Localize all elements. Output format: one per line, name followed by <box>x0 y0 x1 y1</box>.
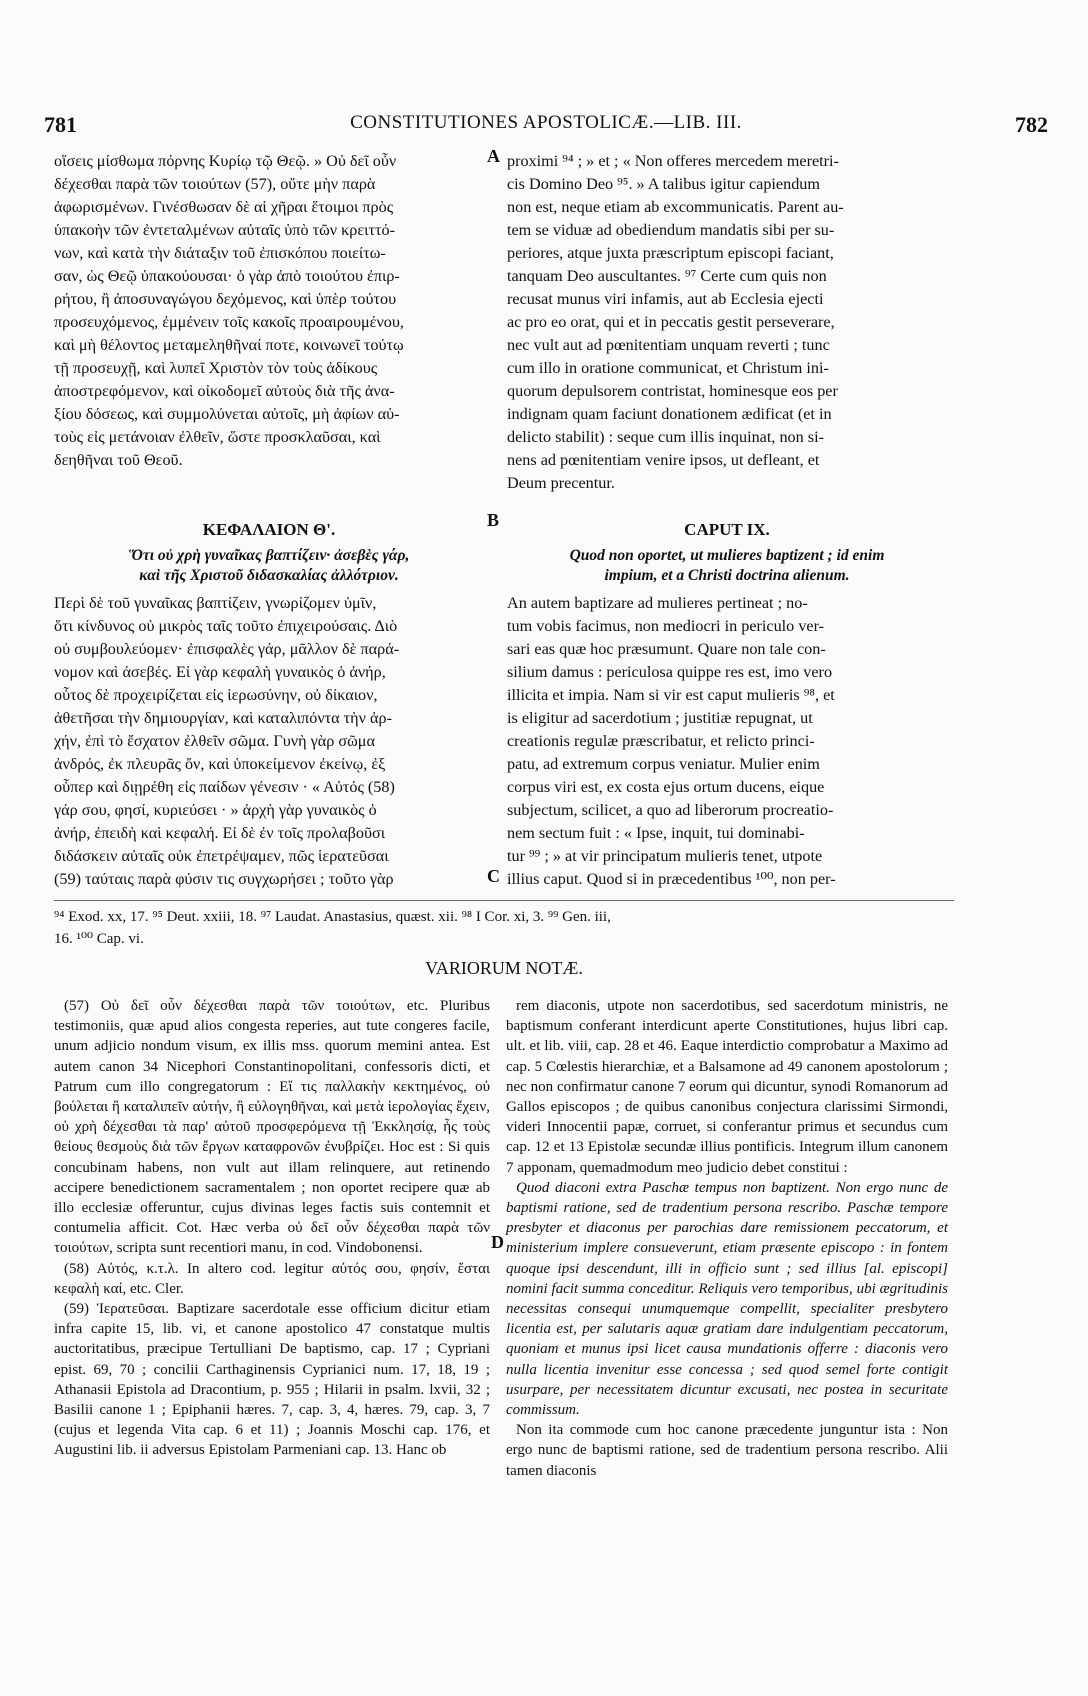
text-line: sari eas quæ hoc præsumunt. Quare non tale con- <box>507 640 826 658</box>
text-line: (59) ταύταις παρὰ φύσιν τις συγχωρήσει ; τοῦτο γὰρ <box>54 870 394 888</box>
text-line: τῇ προσευχῇ, καὶ λυπεῖ Χριστὸν τὸν τοὺς ἀδίκους <box>54 359 378 377</box>
footnote-line: 16. ¹⁰⁰ Cap. vi. <box>54 931 144 947</box>
page-number-left: 781 <box>44 112 77 137</box>
latin-chapter-title: CAPUT IX. <box>684 520 770 539</box>
subtitle-line: Ὅτι οὐ χρὴ γυναῖκας βαπτίζειν· ἀσεβὲς γάρ, <box>128 547 410 564</box>
text-line: patu, ad extremum corpus veniatur. Mulier enim <box>507 755 820 773</box>
greek-column-top <box>54 150 484 472</box>
text-line: tur ⁹⁹ ; » at vir principatum mulieris tenet, utpote <box>507 847 823 865</box>
running-header <box>44 112 1048 144</box>
note-paragraph: (58) Αὐτός, κ.τ.λ. In altero cod. legitur αὐτός σου, φησίν, ἔσται κεφαλὴ καί, etc. Cler. <box>54 1260 490 1297</box>
latin-column-body <box>507 592 947 891</box>
text-line: silium damus : periculosa quippe res est, imo vero <box>507 663 833 681</box>
text-line: οὗπερ καὶ διῃρέθη εἰς παίδων γένεσιν · « Αὐτός (58) <box>54 778 395 796</box>
margin-letter-b: B <box>487 510 500 530</box>
text-line: illicita et impia. Nam si vir est caput mulieris ⁹⁸, et <box>507 686 835 704</box>
text-line: δέχεσθαι παρὰ τῶν τοιούτων (57), οὔτε μὴν παρὰ <box>54 175 376 193</box>
text-line: Περὶ δὲ τοῦ γυναῖκας βαπτίζειν, γνωρίζομεν ὑμῖν, <box>54 594 377 612</box>
notes-heading: VARIORUM NOTÆ. <box>425 958 583 978</box>
subtitle-line: καὶ τῆς Χριστοῦ διδασκαλίας ἀλλότριον. <box>139 567 399 584</box>
text-line: recusat munus viri infamis, aut ab Ecclesia ejecti <box>507 290 824 308</box>
text-line: οὐ συμβουλεύομεν· ἐπισφαλὲς γάρ, μᾶλλον δὲ παρά- <box>54 640 400 658</box>
margin-letter-d: D <box>491 1232 504 1252</box>
text-line: οἵσεις μίσθωμα πόρνης Κυρίῳ τῷ Θεῷ. » Οὐ δεῖ οὖν <box>54 152 397 170</box>
text-line: is eligitur ad sacerdotium ; justitiæ repugnat, ut <box>507 709 813 727</box>
text-line: quorum depulsorem contristat, hominesque eos per <box>507 382 838 400</box>
text-line: νων, καὶ κατὰ τὴν διάταξιν τοῦ ἐπισκόπου ποιείτω- <box>54 244 386 262</box>
text-line: νομον καὶ ἀσεβές. Εἰ γὰρ κεφαλὴ γυναικὸς ὁ ἀνήρ, <box>54 663 386 681</box>
text-line: proximi ⁹⁴ ; » et ; « Non offeres mercedem meretri- <box>507 152 839 170</box>
text-line: cum illo in oratione communicat, et Christum ini- <box>507 359 829 377</box>
footnotes <box>54 906 954 950</box>
running-title: CONSTITUTIONES APOSTOLICÆ.—LIB. III. <box>350 112 742 133</box>
text-line: nem sectum fuit : « Ipse, inquit, tui dominabi- <box>507 824 805 842</box>
text-line: nec vult aut ad pœnitentiam unquam reverti ; tunc <box>507 336 830 354</box>
text-line: Deum precentur. <box>507 474 615 492</box>
margin-letter-c: C <box>487 866 500 886</box>
text-line: cis Domino Deo ⁹⁵. » A talibus igitur capiendum <box>507 175 820 193</box>
text-line: ἀνδρός, ἐκ πλευρᾶς ὄν, καὶ ὑποκείμενον ἐκείνῳ, ἐξ <box>54 755 386 773</box>
text-line: δεηθῆναι τοῦ Θεοῦ. <box>54 451 183 469</box>
note-paragraph: Quod diaconi extra Paschæ tempus non baptizent. Non ergo nunc de baptismi ratione, sed de tradentium persona rescribo. Paschæ tempore presbyter et diaconus per parochias dare remissionem peccatorum, et ministerium implere consueverunt, etiam præsente episcopo : in fontem quoque ipsi descendunt, illi in officio sunt ; sed illius [al. episcopi] nomini facit summa conceditur. Reliquis vero temporibus, ubi ægritudinis necessitas consequi unumquemque compellit, specialiter presbytero licentia est, per salutaris aquæ gratiam dare indulgentiam peccatorum, quoniam et munus ipsi licet causa mundationis offerre : diaconis vero nulla licentia invenitur esse concessa ; sed quod semel forte contigit usurpare, per necessitatem dicuntur excusati, nec postea in securitate commissum. <box>506 1179 948 1419</box>
note-paragraph: Non ita commode cum hoc canone præcedente junguntur ista : Non ergo nunc de baptismi ratione, sed de tradentium persona rescribo. Alii tamen diaconis <box>506 1422 948 1479</box>
text-line: tem se viduæ ad obediendum mandatis sibi per su- <box>507 221 835 239</box>
text-line: χήν, ἐπὶ τὸ ἔσχατον ἐλθεῖν σῶμα. Γυνὴ γὰρ σῶμα <box>54 732 375 750</box>
note-paragraph: (57) Οὐ δεῖ οὖν δέχεσθαι παρὰ τῶν τοιούτων, etc. Pluribus testimoniis, quæ apud alios congesta reperies, aut tute congeres facile, unum adjicio nondum visum, ex illis mss. quorum memini antea. Est autem canon 34 Nicephori Constantinopolitani, confessoris dicti, et Patrum cum illo congregatorum : Εἴ τις παλλακὴν κεκτημένος, οὐ βούλεται ἢ καταλιπεῖν αὐτήν, ἢ εὐλογηθῆναι, καὶ μετὰ ἱερολογίας ἔχειν, οὐ χρὴ δέχεσθαι τὰ παρ' αὐτοῦ προσφερόμενα τῇ Ἐκκλησίᾳ, ἧς τοὺς θείους θεσμοὺς διὰ τῶν ἔργων καταφρονῶν ἐνυβρίζει. Hoc est : Si quis concubinam habens, non vult aut illam relinquere, aut retinendo accipere benedictionem sacramentalem ; non oportet recipere quæ ab illo ecclesiæ offeruntur, cujus divinas leges factis suis contemnit et contumelia afficit. Cot. Hæc verba οὐ δεῖ οὖν δέχεσθαι παρὰ τῶν τοιούτων, scripta sunt recentiori manu, in cod. Vindobonensi. <box>54 998 490 1257</box>
text-line: σαν, ὡς Θεῷ ὑπακούουσαι· ὁ γὰρ ἀπὸ τοιούτου ἐπιρ- <box>54 267 400 285</box>
note-paragraph: rem diaconis, utpote non sacerdotibus, sed sacerdotum ministris, ne baptismum conferant interdicunt aperte Constitutiones, hujus libri cap. ult. et lib. viii, cap. 28 et 46. Eaque interdictio comprobatur a Maximo ad cap. 5 Cœlestis hierarchiæ, et a Balsamone ad 49 canonem apostolorum ; nec non confirmatur canone 7 eorum qui dicuntur, synodi Romanorum ad Gallos episcopos ; de quibus canonibus conjectura clarissimi Sirmondi, videri Innocentii papæ, corruet, si conferantur primus et secundus cum cap. 12 et 13 Epistolæ secundæ illius pontificis. Integrum illum canonem 7 apponam, quemadmodum meo judicio debet constitui : <box>506 998 948 1176</box>
note-paragraph: (59) Ἱερατεῦσαι. Baptizare sacerdotale esse officium dicitur etiam infra capite 15, lib. vi, et canone apostolico 47 constatque multis auctoritatibus, præcipue Tertulliani De baptismo, cap. 17 ; Cypriani epist. 69, 70 ; concilii Carthaginensis Cyprianici num. 17, 18, 19 ; Athanasii Epistola ad Dracontium, p. 955 ; Hilarii in psalm. lxvii, 32 ; Basilii canone 1 ; Epiphanii hæres. 7, cap. 3, 4, hæres. 79, cap. 3, 7 (cujus et legenda Vita cap. 6 et 11) ; Joannis Moschi cap. 176, et Augustini lib. ii adversus Epistolam Parmeniani cap. 13. Hanc ob <box>54 1301 490 1459</box>
text-line: subjectum, scilicet, a quo ad liberorum procreatio- <box>507 801 834 819</box>
text-line: ξίου δόσεως, καὶ συμμολύνεται αὐτοῖς, μὴ ἀφίων αὐ- <box>54 405 400 423</box>
text-line: corpus viri est, ex costa ejus ortum ducens, eique <box>507 778 825 796</box>
text-line: tum vobis facimus, non mediocri in periculo ver- <box>507 617 825 635</box>
text-line: An autem baptizare ad mulieres pertineat ; no- <box>507 594 808 612</box>
text-line: γάρ σου, φησί, κυριεύσει · » ἀρχὴ γὰρ γυναικὸς ὁ <box>54 801 377 819</box>
subtitle-line: impium, et a Christi doctrina alienum. <box>604 567 850 584</box>
text-line: ἀφωρισμένων. Γινέσθωσαν δὲ αἱ χῆραι ἕτοιμοι πρὸς <box>54 198 394 216</box>
text-line: non est, neque etiam ab excommunicatis. Parent au- <box>507 198 844 216</box>
text-line: nens ad pœnitentiam venire ipsos, ut defleant, et <box>507 451 820 469</box>
text-line: periores, atque juxta præscriptum episcopi faciant, <box>507 244 834 262</box>
text-line: προσευχόμενος, ἐμμένειν τοῖς κακοῖς προαιρουμένου, <box>54 313 404 331</box>
text-line: indignam quam faciunt donationem ædificat (et in <box>507 405 832 423</box>
text-line: διδάσκειν αὐταῖς οὐκ ἐπετρέψαμεν, πῶς ἱερατεῦσαι <box>54 847 389 865</box>
text-line: οὗτος δὲ προχειρίζεται εἰς ἱερωσύνην, οὐ δίκαιον, <box>54 686 378 704</box>
text-line: ὑπακοὴν τῶν ἐντεταλμένων αὐταῖς ὑπὸ τῶν κρειττό- <box>54 221 396 239</box>
text-line: ἀποστρεφόμενον, καὶ οἰκοδομεῖ αὐτοὺς διὰ τῆς ἀνα- <box>54 382 395 400</box>
text-line: ac pro eo orat, qui et in peccatis gestit perseverare, <box>507 313 835 331</box>
footnote-line: ⁹⁴ Exod. xx, 17. ⁹⁵ Deut. xxiii, 18. ⁹⁷ Laudat. Anastasius, quæst. xii. ⁹⁸ I Cor. xi, 3. ⁹⁹ Gen. iii, <box>54 909 611 925</box>
text-line: creationis regulæ præscribatur, et relicto princi- <box>507 732 815 750</box>
margin-letter-a: A <box>487 146 500 166</box>
latin-chapter-subtitle <box>507 546 947 586</box>
text-line: ὅτι κίνδυνος οὐ μικρὸς ταῖς τοῦτο ἐπιχειρούσαις. Διὸ <box>54 617 398 635</box>
greek-chapter-subtitle <box>54 546 484 586</box>
text-line: ἀνήρ, ἐπειδὴ καὶ κεφαλή. Εἰ δὲ ἐν τοῖς προλαβοῦσι <box>54 824 386 842</box>
text-line: καὶ μὴ θέλοντος μεταμεληθῆναί ποτε, κοινωνεῖ τούτῳ <box>54 336 404 354</box>
greek-column-body <box>54 592 484 891</box>
notes-column-right <box>506 996 948 1481</box>
text-line: delicto stabilit) : seque cum illis inquinat, non si- <box>507 428 824 446</box>
page-number-right: 782 <box>1015 112 1048 137</box>
text-line: ἀθετῆσαι τὴν δημιουργίαν, καὶ καταλιπόντα τὴν ἀρ- <box>54 709 392 727</box>
footnote-divider <box>54 900 954 901</box>
notes-column-left <box>54 996 490 1461</box>
subtitle-line: Quod non oportet, ut mulieres baptizent ; id enim <box>569 547 885 564</box>
greek-chapter-title: ΚΕΦΑΛΑΙΟΝ Θ'. <box>202 520 336 539</box>
text-line: illius caput. Quod si in præcedentibus ¹⁰⁰, non per- <box>507 870 836 888</box>
latin-column-top <box>507 150 947 495</box>
text-line: ρήτου, ἢ ἀποσυναγώγου δεχόμενος, καὶ ὑπὲρ τούτου <box>54 290 397 308</box>
text-line: τοὺς εἰς μετάνοιαν ἐλθεῖν, ὥστε προσκλαῦσαι, καὶ <box>54 428 381 446</box>
text-line: tanquam Deo auscultantes. ⁹⁷ Certe cum quis non <box>507 267 827 285</box>
